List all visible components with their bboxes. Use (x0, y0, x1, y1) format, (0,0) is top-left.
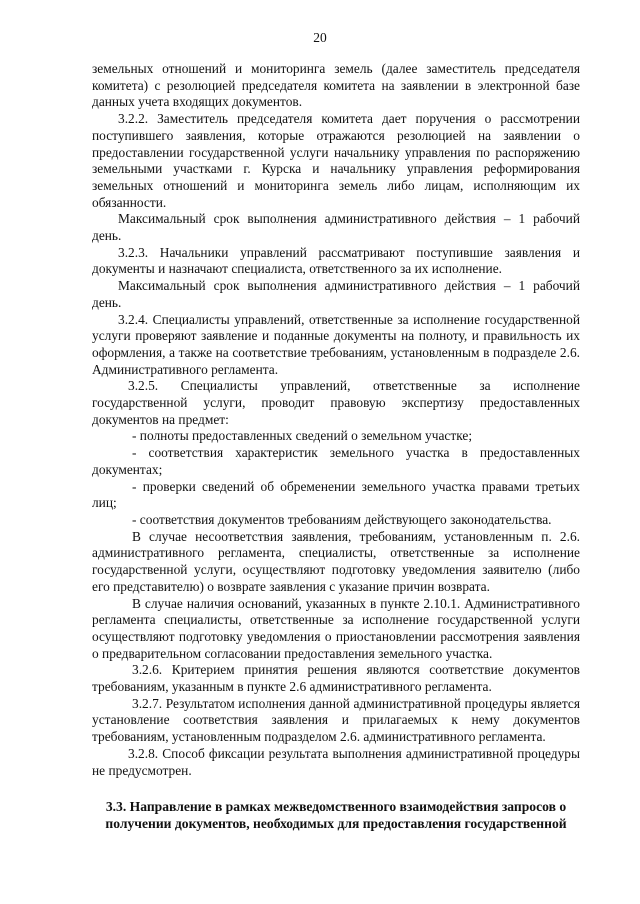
paragraph: 3.2.8. Способ фиксации результата выполнения административной процедуры не предусмотрен. (92, 745, 580, 778)
paragraph: 3.2.5. Специалисты управлений, ответственные за исполнение государственной услуги, проводит правовую экспертизу предоставленных документов на предмет: (92, 378, 580, 427)
list-item: - соответствия документов требованиям действующего законодательства. (132, 511, 552, 527)
paragraph: 3.2.4. Специалисты управлений, ответственные за исполнение государственной услуги проверяют заявление и поданные документы на полноту, и правильность их оформления, а также на соответствие требованиям, установленным в подразделе 2.6. Административного регламента. (92, 311, 580, 377)
list-item: - соответствия характеристик земельного участка в предоставленных документах; (92, 445, 580, 477)
section-heading-line: получении документов, необходимых для предоставления государственной (105, 816, 567, 831)
paragraph: В случае наличия оснований, указанных в пункте 2.10.1. Административного регламента специалисты, ответственные за исполнение государственной услуги осуществляют подготовку уведомления о приостановлении рассмотрения заявления о предварительном согласовании предоставления земельного участка. (92, 595, 580, 661)
paragraph: 3.2.7. Результатом исполнения данной административной процедуры является установление соответствия заявления и прилагаемых к нему документов требованиям, установленным подразделом 2.6. административного регламента. (92, 695, 580, 745)
list-item: - полноты предоставленных сведений о земельном участке; (132, 428, 473, 444)
section-heading (92, 798, 580, 832)
paragraph: 3.2.2. Заместитель председателя комитета дает поручения о рассмотрении поступившего заявления, которые отражаются резолюцией на заявлении о предоставлении государственной услуги начальнику управления по распоряжению земельными участками г. Курска и начальнику управления реформирования земельных отношений и мониторинга земель либо лицам, исполняющим их обязанности. (92, 111, 580, 210)
paragraph: 3.2.6. Критерием принятия решения являются соответствие документов требованиям, указанным в пункте 2.6 административного регламента. (92, 662, 580, 695)
paragraph: земельных отношений и мониторинга земель (далее заместитель председателя комитета) с резолюцией председателя комитета на заявлении в электронной базе данных учета входящих документов. (92, 61, 580, 110)
paragraph: 3.2.3. Начальники управлений рассматривают поступившие заявления и документы и назначают специалиста, ответственного за их исполнение. (92, 244, 580, 277)
paragraph: В случае несоответствия заявления, требованиям, установленным п. 2.6. административного регламента, специалисты, ответственные за исполнение государственной услуги, осуществляют подготовку уведомления заявителю (либо его представителю) о возврате заявления с указание причин возврата. (92, 528, 580, 594)
paragraph: Максимальный срок выполнения административного действия – 1 рабочий день. (92, 211, 580, 244)
paragraph: Максимальный срок выполнения административного действия – 1 рабочий день. (92, 278, 580, 310)
section-heading-line: 3.3. Направление в рамках межведомственного взаимодействия запросов о (105, 799, 567, 814)
list-item: - проверки сведений об обременении земельного участка правами третьих лиц; (92, 478, 580, 511)
page-number: 20 (313, 30, 327, 45)
document-body (92, 61, 580, 779)
